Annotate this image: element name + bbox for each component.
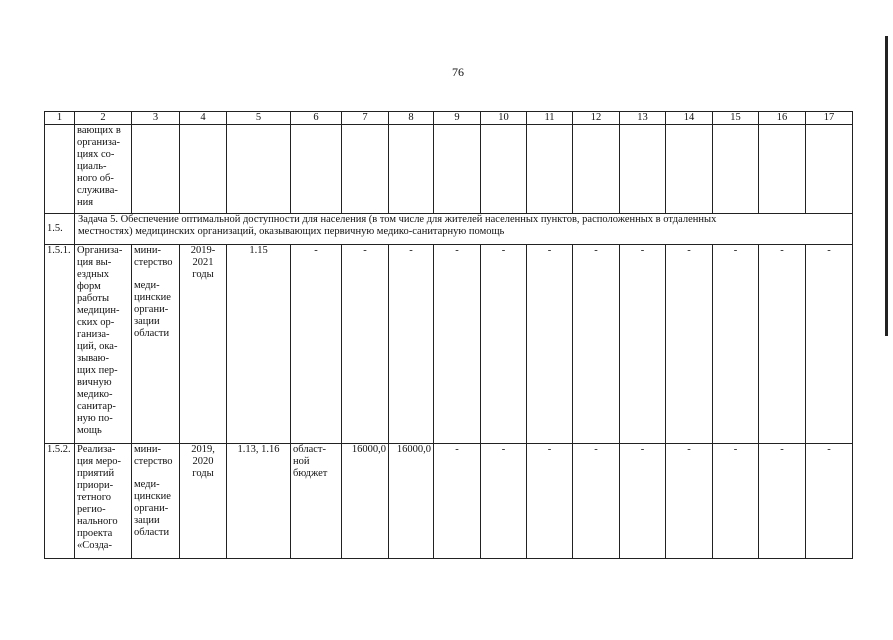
cell-dash: - (759, 245, 806, 444)
text-line: 2019- (190, 245, 216, 256)
cell-dash: - (389, 245, 434, 444)
cell-dash: - (342, 245, 389, 444)
cell-dash: - (527, 444, 573, 559)
text-line: бюджет (293, 468, 328, 479)
text-line: ция меро- (77, 456, 121, 467)
column-number-cell: 7 (342, 112, 389, 125)
cell-dash: - (806, 444, 853, 559)
text-line: годы (192, 468, 214, 479)
column-number-cell: 5 (227, 112, 291, 125)
scan-edge-line (885, 36, 888, 336)
cell-dash: - (713, 444, 759, 559)
cell-name (75, 125, 132, 214)
text-line: области (134, 527, 170, 538)
text-line: меди- (134, 479, 160, 490)
cell-dash: - (620, 444, 666, 559)
column-number-cell: 15 (713, 112, 759, 125)
table-row-1-5-1 (45, 245, 853, 444)
cell-total: 16000,0 (342, 444, 389, 559)
text-line: ций, ока- (77, 341, 118, 352)
cell-empty (666, 125, 713, 214)
text-line: Задача 5. Обеспечение оптимальной доступности для населения (в том числе для жителей населенных пунктов, расположенных в отдаленных (78, 214, 717, 225)
text-line: ния (77, 197, 94, 208)
text-line: мини- (134, 444, 161, 455)
text-line: медицин- (77, 305, 120, 316)
cell-executor (132, 444, 180, 559)
text-line: ного об- (77, 173, 114, 184)
column-number-cell: 3 (132, 112, 180, 125)
column-number-cell: 16 (759, 112, 806, 125)
text-line: вичную (77, 377, 112, 388)
text-line: проекта (77, 528, 113, 539)
text-line: щих пер- (77, 365, 118, 376)
text-line: регио- (77, 504, 106, 515)
cell-dash: - (666, 245, 713, 444)
text-line: приятий (77, 468, 115, 479)
text-line: циях со- (77, 149, 115, 160)
cell-empty (180, 125, 227, 214)
text-line: зации (134, 316, 160, 327)
column-number-cell: 10 (481, 112, 527, 125)
cell-dash: - (481, 245, 527, 444)
text-line: мини- (134, 245, 161, 256)
text-line: форм (77, 281, 101, 292)
cell-years (180, 245, 227, 444)
table-row-continued (45, 125, 853, 214)
text-line: ских ор- (77, 317, 115, 328)
task-number: 1.5. (45, 214, 75, 245)
cell-empty (759, 125, 806, 214)
cell-empty (227, 125, 291, 214)
cell-dash: - (620, 245, 666, 444)
cell-empty (713, 125, 759, 214)
cell-num: 1.5.1. (45, 245, 75, 444)
text-line: стерство (134, 456, 173, 467)
text-line: приори- (77, 480, 114, 491)
column-number-cell: 1 (45, 112, 75, 125)
cell-empty (291, 125, 342, 214)
cell-years (180, 444, 227, 559)
text-line: 2019, (191, 444, 215, 455)
text-line: медико- (77, 389, 113, 400)
text-line: тетного (77, 492, 112, 503)
cell-empty (434, 125, 481, 214)
cell-empty (342, 125, 389, 214)
column-number-cell: 13 (620, 112, 666, 125)
cell-empty (481, 125, 527, 214)
cell-funding-source (291, 444, 342, 559)
text-line: местностях) медицинских организаций, оказывающих первичную медико-санитарную помощь (78, 226, 505, 237)
text-line: ездных (77, 269, 110, 280)
cell-dash: - (434, 245, 481, 444)
column-number-cell: 17 (806, 112, 853, 125)
cell-empty (132, 125, 180, 214)
column-number-cell: 2 (75, 112, 132, 125)
text-line: цинские (134, 292, 171, 303)
text-line: ной (293, 456, 310, 467)
text-line: стерство (134, 257, 173, 268)
text-line: органи- (134, 503, 169, 514)
column-number-cell: 12 (573, 112, 620, 125)
text-line: ция вы- (77, 257, 112, 268)
cell-empty (389, 125, 434, 214)
table-row-1-5-2 (45, 444, 853, 559)
cell-dash: - (806, 245, 853, 444)
cell-empty (620, 125, 666, 214)
text-line: нального (77, 516, 118, 527)
cell-dash: - (759, 444, 806, 559)
cell-name (75, 444, 132, 559)
text-line: 2021 (192, 257, 214, 268)
column-number-cell: 6 (291, 112, 342, 125)
cell-dash: - (713, 245, 759, 444)
cell-indicator: 1.15 (227, 245, 291, 444)
program-table (44, 111, 853, 559)
text-line: Организа- (77, 245, 123, 256)
column-number-row (45, 112, 853, 125)
text-line: области (134, 328, 170, 339)
text-line: циаль- (77, 161, 107, 172)
column-number-cell: 4 (180, 112, 227, 125)
cell-indicator: 1.13, 1.16 (227, 444, 291, 559)
cell-num (45, 125, 75, 214)
text-line: меди- (134, 280, 160, 291)
text-line: санитар- (77, 401, 116, 412)
column-number-cell: 8 (389, 112, 434, 125)
cell-dash: - (291, 245, 342, 444)
cell-dash: - (666, 444, 713, 559)
task-row (45, 214, 853, 245)
text-line: Реализа- (77, 444, 116, 455)
text-line: зации (134, 515, 160, 526)
column-number-cell: 14 (666, 112, 713, 125)
text-line: организа- (77, 137, 121, 148)
text-line: ганиза- (77, 329, 110, 340)
cell-empty (806, 125, 853, 214)
cell-executor (132, 245, 180, 444)
text-line: област- (293, 444, 326, 455)
cell-num: 1.5.2. (45, 444, 75, 559)
column-number-cell: 9 (434, 112, 481, 125)
cell-dash: - (573, 245, 620, 444)
text-line: вающих в (77, 125, 121, 136)
cell-dash: - (434, 444, 481, 559)
column-number-cell: 11 (527, 112, 573, 125)
cell-name (75, 245, 132, 444)
task-description (75, 214, 853, 245)
cell-value-2019: 16000,0 (389, 444, 434, 559)
text-line: 2020 (192, 456, 214, 467)
text-line: цинские (134, 491, 171, 502)
text-line: органи- (134, 304, 169, 315)
cell-empty (527, 125, 573, 214)
page-number: 76 (452, 65, 464, 79)
cell-dash: - (527, 245, 573, 444)
cell-empty (573, 125, 620, 214)
text-line: годы (192, 269, 214, 280)
text-line: мощь (77, 425, 102, 436)
text-line: ную по- (77, 413, 113, 424)
cell-dash: - (573, 444, 620, 559)
text-line: «Созда- (77, 540, 112, 551)
text-line: зываю- (77, 353, 110, 364)
cell-dash: - (481, 444, 527, 559)
text-line: служива- (77, 185, 118, 196)
text-line: работы (77, 293, 110, 304)
